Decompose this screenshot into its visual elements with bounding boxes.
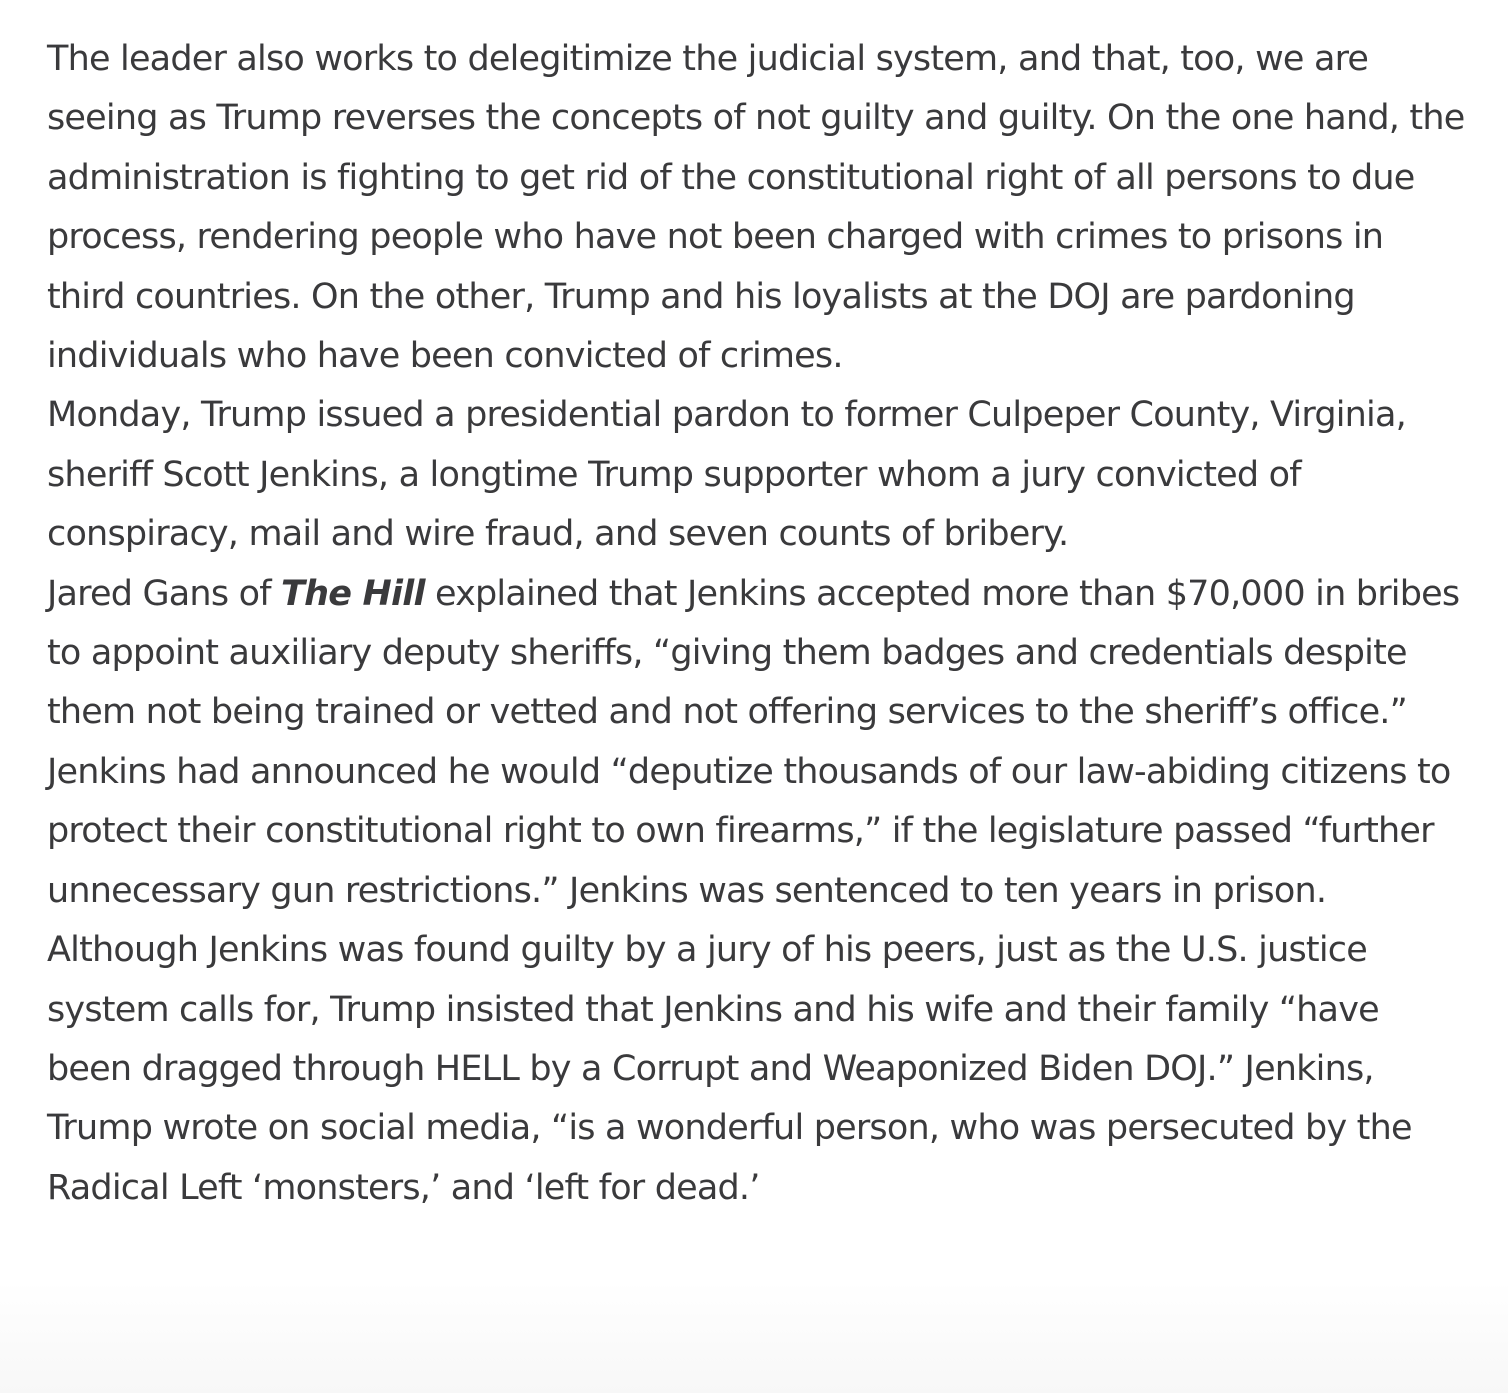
paragraph-2: Monday, Trump issued a presidential pardon to former Culpeper County, Virginia, sheriff Scott Jenkins, a longtime Trump supporter whom a jury convicted of conspiracy, mail and wire fraud, and seven counts of bribery. [47, 395, 1406, 555]
paragraph-1: The leader also works to delegitimize the judicial system, and that, too, we are seeing as Trump reverses the concepts of not guilty and guilty. On the one hand, the administration is fighting to get rid of the constitutional right of all persons to due process, rendering people who have not been charged with crimes to prisons in third countries. On the other, Trump and his loyalists at the DOJ are pardoning individuals who have been convicted of crimes. [47, 39, 1465, 377]
paragraph-3 [47, 565, 1467, 921]
article-body [47, 30, 1467, 1218]
paragraph-3-rest: explained that Jenkins accepted more than $70,000 in bribes to appoint auxiliary deputy sheriffs, “giving them badges and credentials despite them not being trained or vetted and not offering services to the sheriff’s office.” Jenkins had announced he would “deputize thousands of our law-abiding citizens to protect their constitutional right to own firearms,” if the legislature passed “further unnecessary gun restrictions.” Jenkins was sentenced to ten years in prison. [47, 573, 1460, 911]
paragraph-4: Although Jenkins was found guilty by a jury of his peers, just as the U.S. justice system calls for, Trump insisted that Jenkins and his wife and their family “have been dragged through HELL by a Corrupt and Weaponized Biden DOJ.” Jenkins, Trump wrote on social media, “is a wonderful person, who was persecuted by the Radical Left ‘monsters,’ and ‘left for dead.’ [47, 930, 1412, 1208]
paragraph-3-lead: Jared Gans of [47, 573, 282, 614]
publication-name: The Hill [281, 573, 425, 614]
